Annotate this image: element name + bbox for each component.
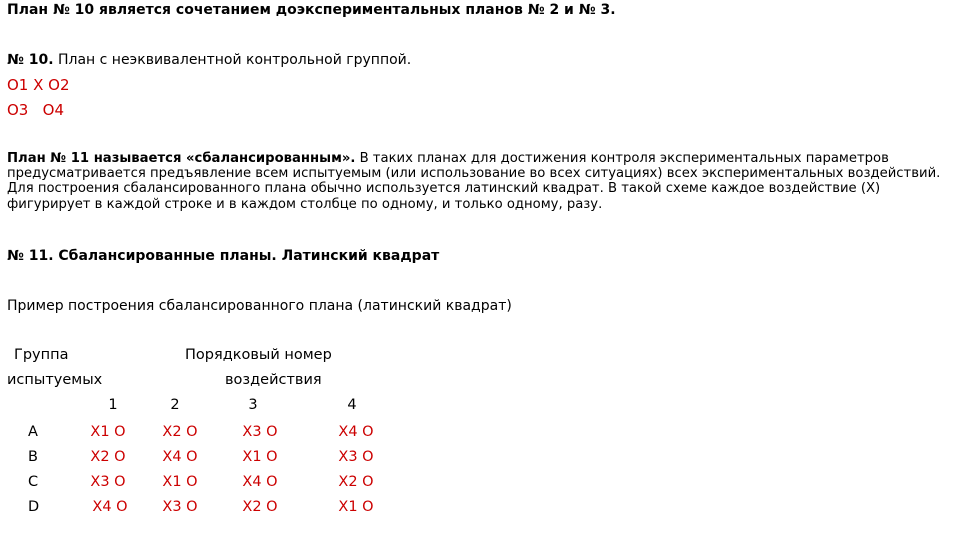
plan10-text: План с неэквивалентной контрольной группой. (53, 52, 412, 68)
plan10-heading (7, 52, 411, 68)
plan10-number: № 10. (7, 52, 54, 68)
group-header-line2: испытуемых (7, 372, 103, 388)
latin-square-heading: № 11. Сбалансированные планы. Латинский квадрат (7, 248, 440, 264)
row-b-cell-1: X2 O (90, 449, 126, 465)
plan10-row2: О3 О4 (7, 101, 65, 119)
row-b-group: B (28, 449, 38, 465)
plan10-row1: О1 Х О2 (7, 76, 70, 94)
row-c-cell-4: X2 O (338, 474, 374, 490)
column-header-4: 4 (347, 397, 357, 413)
row-a-cell-4: X4 O (338, 424, 374, 440)
row-d-cell-2: X3 O (162, 499, 198, 515)
row-c-group: C (28, 474, 39, 490)
row-d-cell-1: X4 O (92, 499, 128, 515)
plan11-text: В таких планах для достижения контроля экспериментальных параметров предусматривается предъявление всем испытуемым (или использование во всех ситуациях) всех экспериментальных воздействий. Для построения сбалансированного плана обычно используется латинский квадрат. В такой схеме каждое воздействие (X) фигурирует в каждой строке и в каждом столбце по одному, и только одному, разу. (7, 151, 941, 212)
row-c-cell-3: X4 O (242, 474, 278, 490)
row-a-group: A (28, 424, 38, 440)
row-d-group: D (28, 499, 40, 515)
row-b-cell-2: X4 O (162, 449, 198, 465)
title-line: План № 10 является сочетанием доэкспериментальных планов № 2 и № 3. (7, 2, 616, 18)
row-d-cell-4: X1 O (338, 499, 374, 515)
group-header-line1: Группа (14, 347, 69, 363)
row-d-cell-3: X2 O (242, 499, 278, 515)
row-c-cell-1: X3 O (90, 474, 126, 490)
row-a-cell-1: X1 O (90, 424, 126, 440)
order-header-line2: воздействия (225, 372, 322, 388)
row-b-cell-3: X1 O (242, 449, 278, 465)
plan11-lead: План № 11 называется «сбалансированным». (7, 151, 356, 166)
order-header-line1: Порядковый номер (185, 347, 332, 363)
plan11-paragraph (7, 151, 957, 212)
row-a-cell-2: X2 O (162, 424, 198, 440)
row-a-cell-3: X3 O (242, 424, 278, 440)
column-header-1: 1 (108, 397, 118, 413)
column-header-2: 2 (170, 397, 180, 413)
row-c-cell-2: X1 O (162, 474, 198, 490)
column-header-3: 3 (248, 397, 258, 413)
example-heading: Пример построения сбалансированного плана (латинский квадрат) (7, 298, 512, 314)
row-b-cell-4: X3 O (338, 449, 374, 465)
